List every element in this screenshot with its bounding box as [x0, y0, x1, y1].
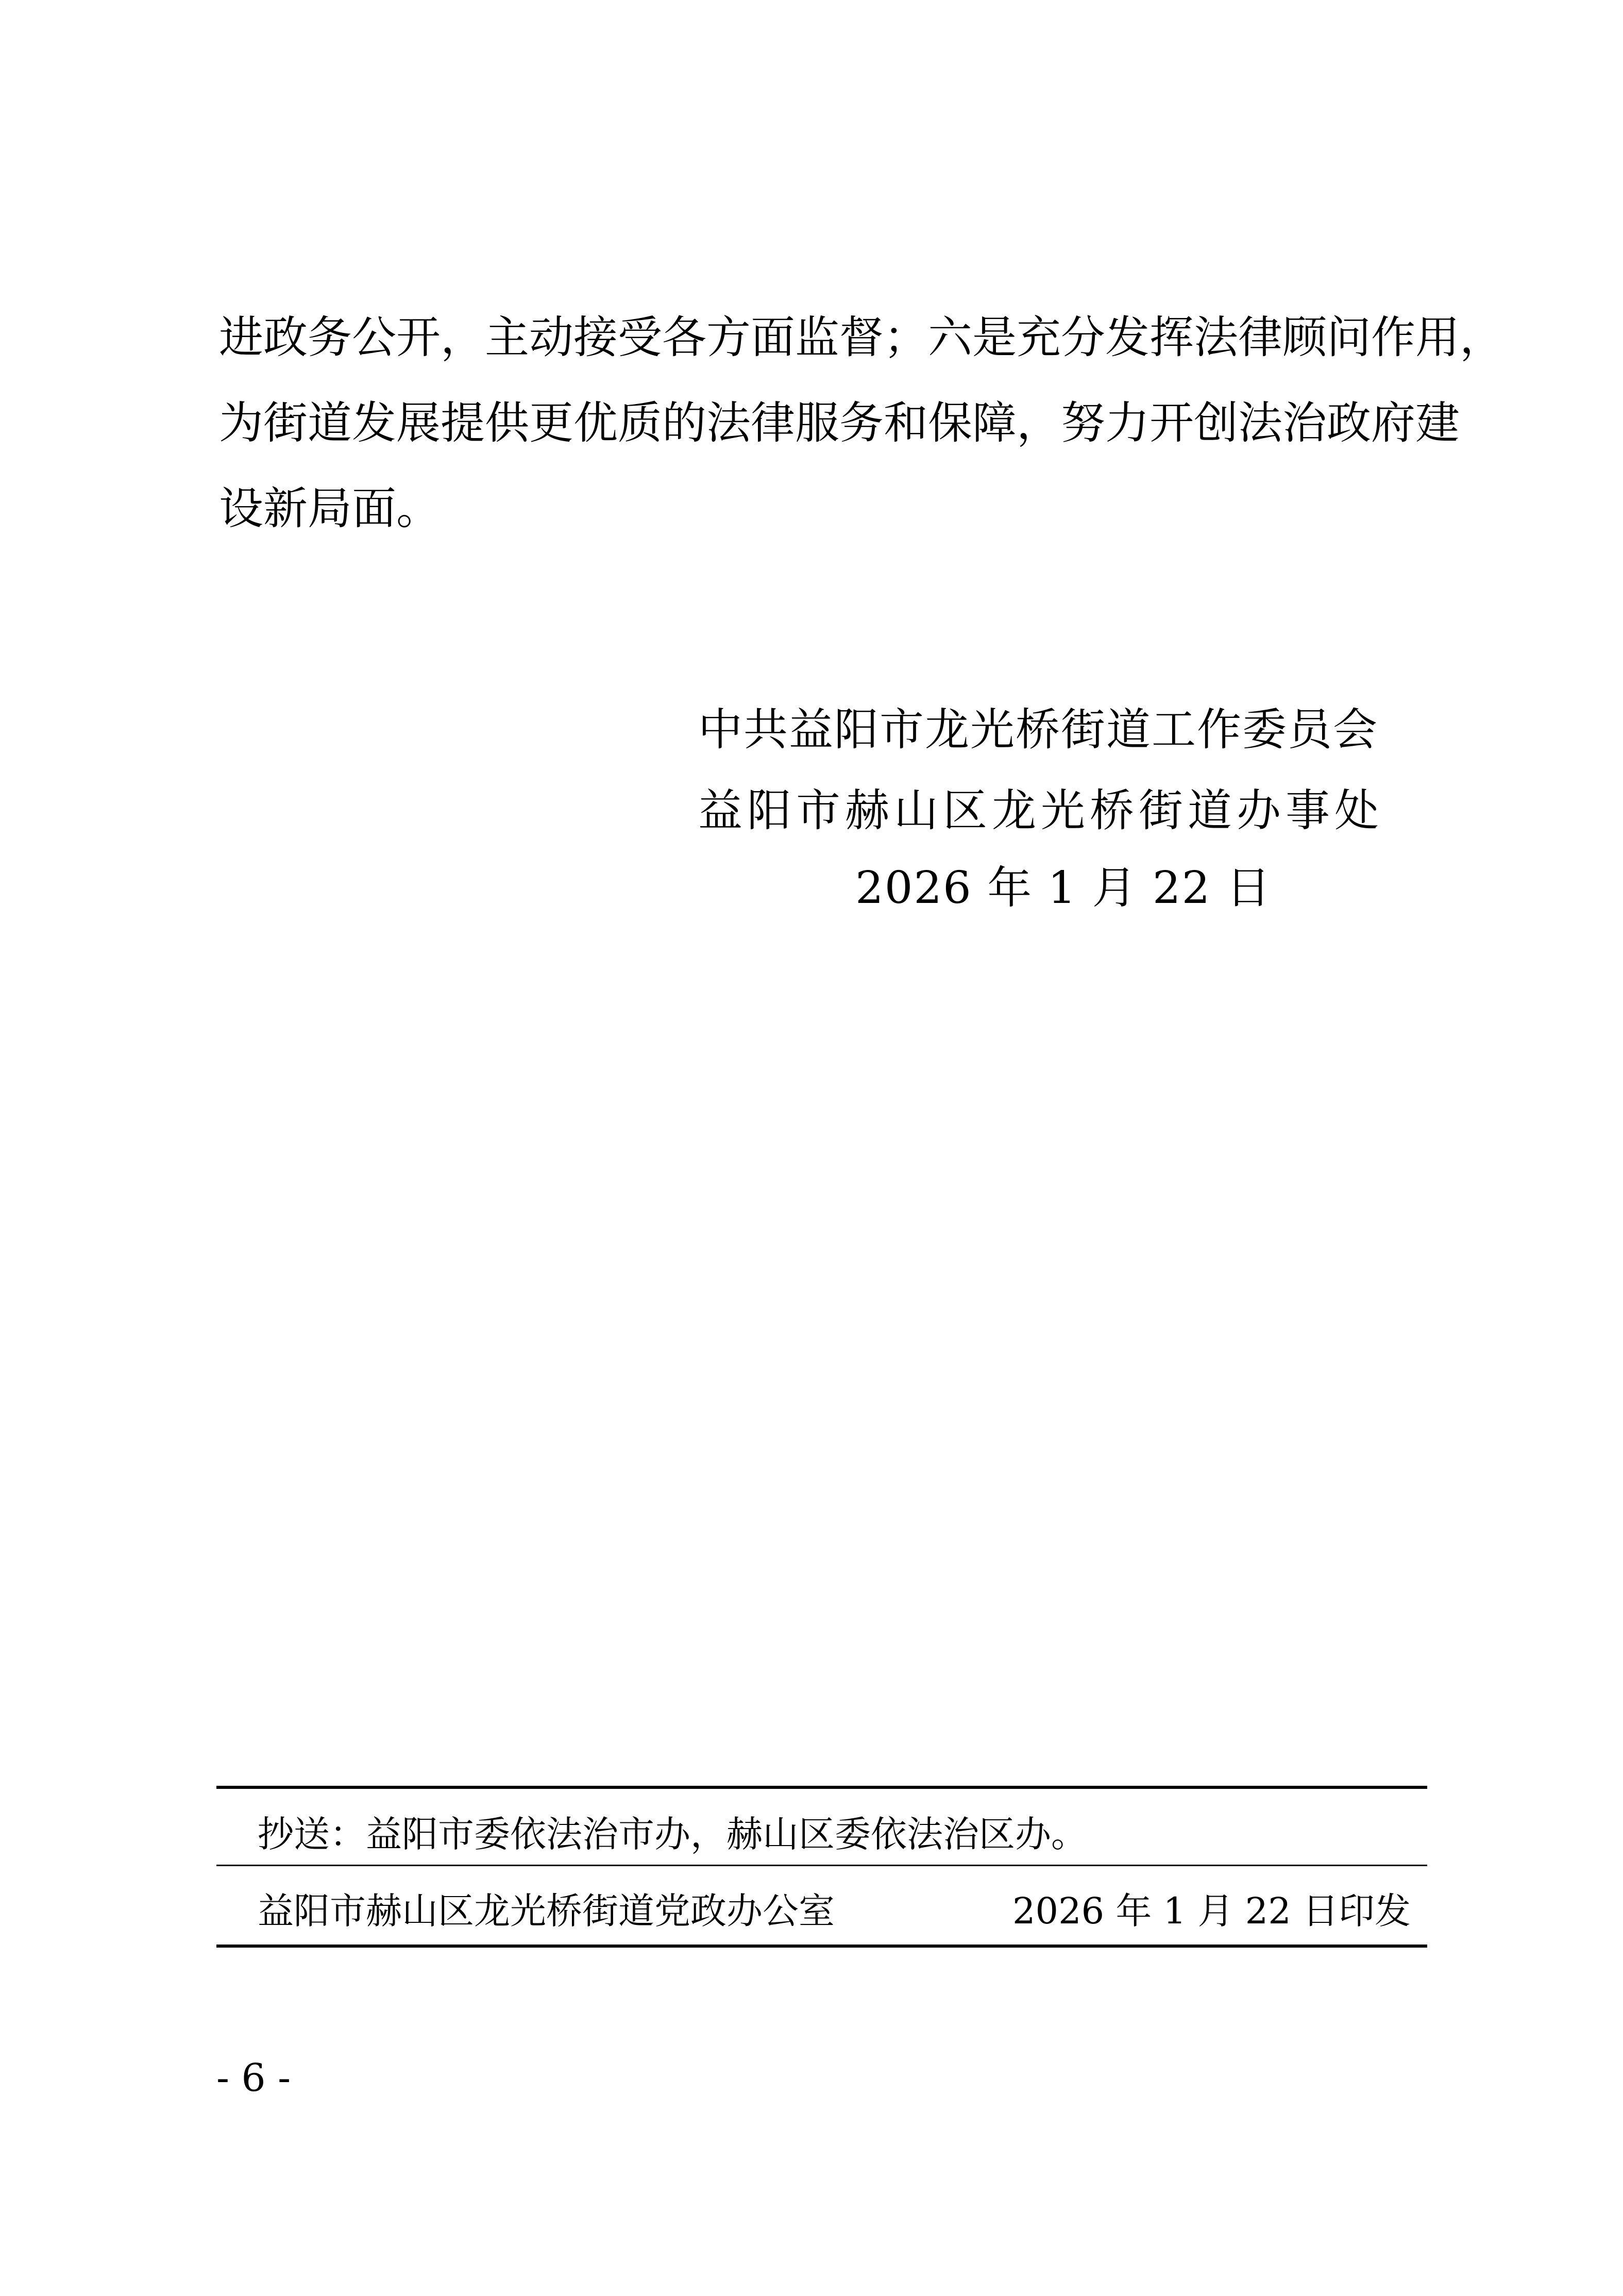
- page-number: - 6 -: [216, 2056, 291, 2100]
- footer-bottom-rule: [216, 1945, 1427, 1948]
- signature-sub-district-office: 益阳市赫山区龙光桥街道办事处: [698, 785, 1383, 836]
- body-line-3: 设新局面。: [219, 483, 441, 534]
- body-line-2: 为街道发展提供更优质的法律服务和保障，努力开创法治政府建: [219, 397, 1460, 449]
- cc-line: 抄送：益阳市委依法治市办，赫山区委依法治区办。: [258, 1813, 1087, 1855]
- signature-party-committee: 中共益阳市龙光桥街道工作委员会: [698, 704, 1378, 756]
- print-date: 2026 年 1 月 22 日印发: [1012, 1890, 1411, 1932]
- issuer-office: 益阳市赫山区龙光桥街道党政办公室: [258, 1890, 835, 1932]
- footer-middle-rule: [216, 1865, 1427, 1866]
- body-line-1: 进政务公开，主动接受各方面监督；六是充分发挥法律顾问作用，: [219, 312, 1504, 363]
- footer-top-rule: [216, 1786, 1427, 1789]
- signature-date: 2026 年 1 月 22 日: [855, 862, 1272, 914]
